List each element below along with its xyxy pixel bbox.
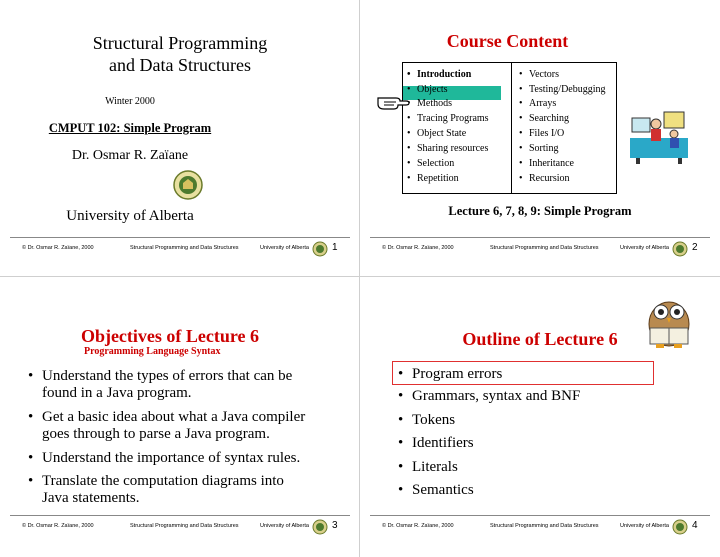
- outline-item: • Literals: [412, 459, 458, 476]
- topic-item: • Vectors: [529, 69, 559, 80]
- page-divider-horizontal: [0, 276, 720, 277]
- university-seal-icon: [173, 170, 203, 205]
- slide-3: [10, 288, 350, 538]
- pointing-hand-icon: [376, 92, 410, 117]
- slide2-title: Course Content: [446, 31, 569, 51]
- topic-item: • Arrays: [529, 98, 556, 109]
- topic-item: • Introduction: [417, 69, 471, 80]
- footer-university: University of Alberta: [260, 523, 309, 529]
- outline-item: • Program errors: [412, 366, 502, 383]
- footer-seal-icon: [672, 519, 688, 537]
- footer-course: Structural Programming and Data Structures: [130, 245, 239, 251]
- topic-item: • Repetition: [417, 173, 459, 184]
- footer-university: University of Alberta: [260, 245, 309, 251]
- topic-item: • Methods: [417, 98, 452, 109]
- slide-1: [10, 10, 350, 260]
- slide1-title-line1: Structural Programming: [92, 33, 268, 53]
- slide2-footer: [370, 237, 710, 260]
- topic-item: • Sorting: [529, 143, 558, 154]
- slide1-author: Dr. Osmar R. Zaïane: [71, 148, 189, 163]
- slide3-subtitle: Programming Language Syntax: [84, 346, 221, 357]
- topic-item: • Objects: [417, 84, 448, 95]
- footer-page-number: 3: [332, 520, 338, 531]
- footer-university: University of Alberta: [620, 245, 669, 251]
- slide4-title: Outline of Lecture 6: [462, 329, 618, 349]
- slide2-lecture-label: Lecture 6, 7, 8, 9: Simple Program: [448, 204, 632, 218]
- footer-copyright: © Dr. Osmar R. Zaïane, 2000: [382, 245, 454, 251]
- footer-seal-icon: [312, 241, 328, 259]
- people-at-computers-icon: [628, 104, 690, 171]
- footer-course: Structural Programming and Data Structures: [490, 245, 599, 251]
- outline-item: • Semantics: [412, 482, 474, 499]
- slide1-university: University of Alberta: [66, 208, 194, 224]
- footer-page-number: 2: [692, 242, 698, 253]
- footer-copyright: © Dr. Osmar R. Zaïane, 2000: [22, 245, 94, 251]
- page-divider-vertical: [359, 0, 360, 557]
- outline-item: • Tokens: [412, 412, 455, 429]
- footer-page-number: 1: [332, 242, 338, 253]
- slide1-footer: [10, 237, 350, 260]
- footer-course: Structural Programming and Data Structures: [130, 523, 239, 529]
- topic-item: • Recursion: [529, 173, 570, 184]
- objective-item: • Understand the types of errors that can be: [42, 368, 292, 385]
- slide1-title-line2: and Data Structures: [109, 55, 251, 75]
- objective-item: • Understand the importance of syntax rules.: [42, 450, 300, 467]
- outline-item: • Grammars, syntax and BNF: [412, 388, 580, 405]
- topic-item: • Searching: [529, 113, 569, 124]
- table-column-divider: [511, 63, 512, 193]
- topic-item: • Object State: [417, 128, 466, 139]
- slide3-title: Objectives of Lecture 6: [80, 326, 260, 346]
- topic-item: • Selection: [417, 158, 454, 169]
- footer-seal-icon: [312, 519, 328, 537]
- objective-item: • Get a basic idea about what a Java compiler: [42, 409, 305, 426]
- course-content-table: [402, 62, 617, 194]
- topic-item: • Inheritance: [529, 158, 574, 169]
- topic-item: • Files I/O: [529, 128, 564, 139]
- topic-item: • Sharing resources: [417, 143, 488, 154]
- objective-continuation: found in a Java program.: [42, 385, 192, 401]
- topic-item: • Testing/Debugging: [529, 84, 606, 95]
- footer-copyright: © Dr. Osmar R. Zaïane, 2000: [22, 523, 94, 529]
- slide4-footer: [370, 515, 710, 538]
- footer-university: University of Alberta: [620, 523, 669, 529]
- slide1-course: CMPUT 102: Simple Program: [48, 121, 212, 135]
- objective-item: • Translate the computation diagrams into: [42, 473, 284, 490]
- objective-continuation: goes through to parse a Java program.: [42, 426, 270, 442]
- slide1-term: Winter 2000: [105, 96, 155, 107]
- objective-continuation: Java statements.: [42, 490, 140, 506]
- footer-seal-icon: [672, 241, 688, 259]
- slide3-footer: [10, 515, 350, 538]
- footer-copyright: © Dr. Osmar R. Zaïane, 2000: [382, 523, 454, 529]
- footer-course: Structural Programming and Data Structures: [490, 523, 599, 529]
- topic-item: • Tracing Programs: [417, 113, 489, 124]
- slide-4: [370, 288, 710, 538]
- outline-item: • Identifiers: [412, 435, 474, 452]
- slide-2: [370, 10, 710, 260]
- footer-page-number: 4: [692, 520, 698, 531]
